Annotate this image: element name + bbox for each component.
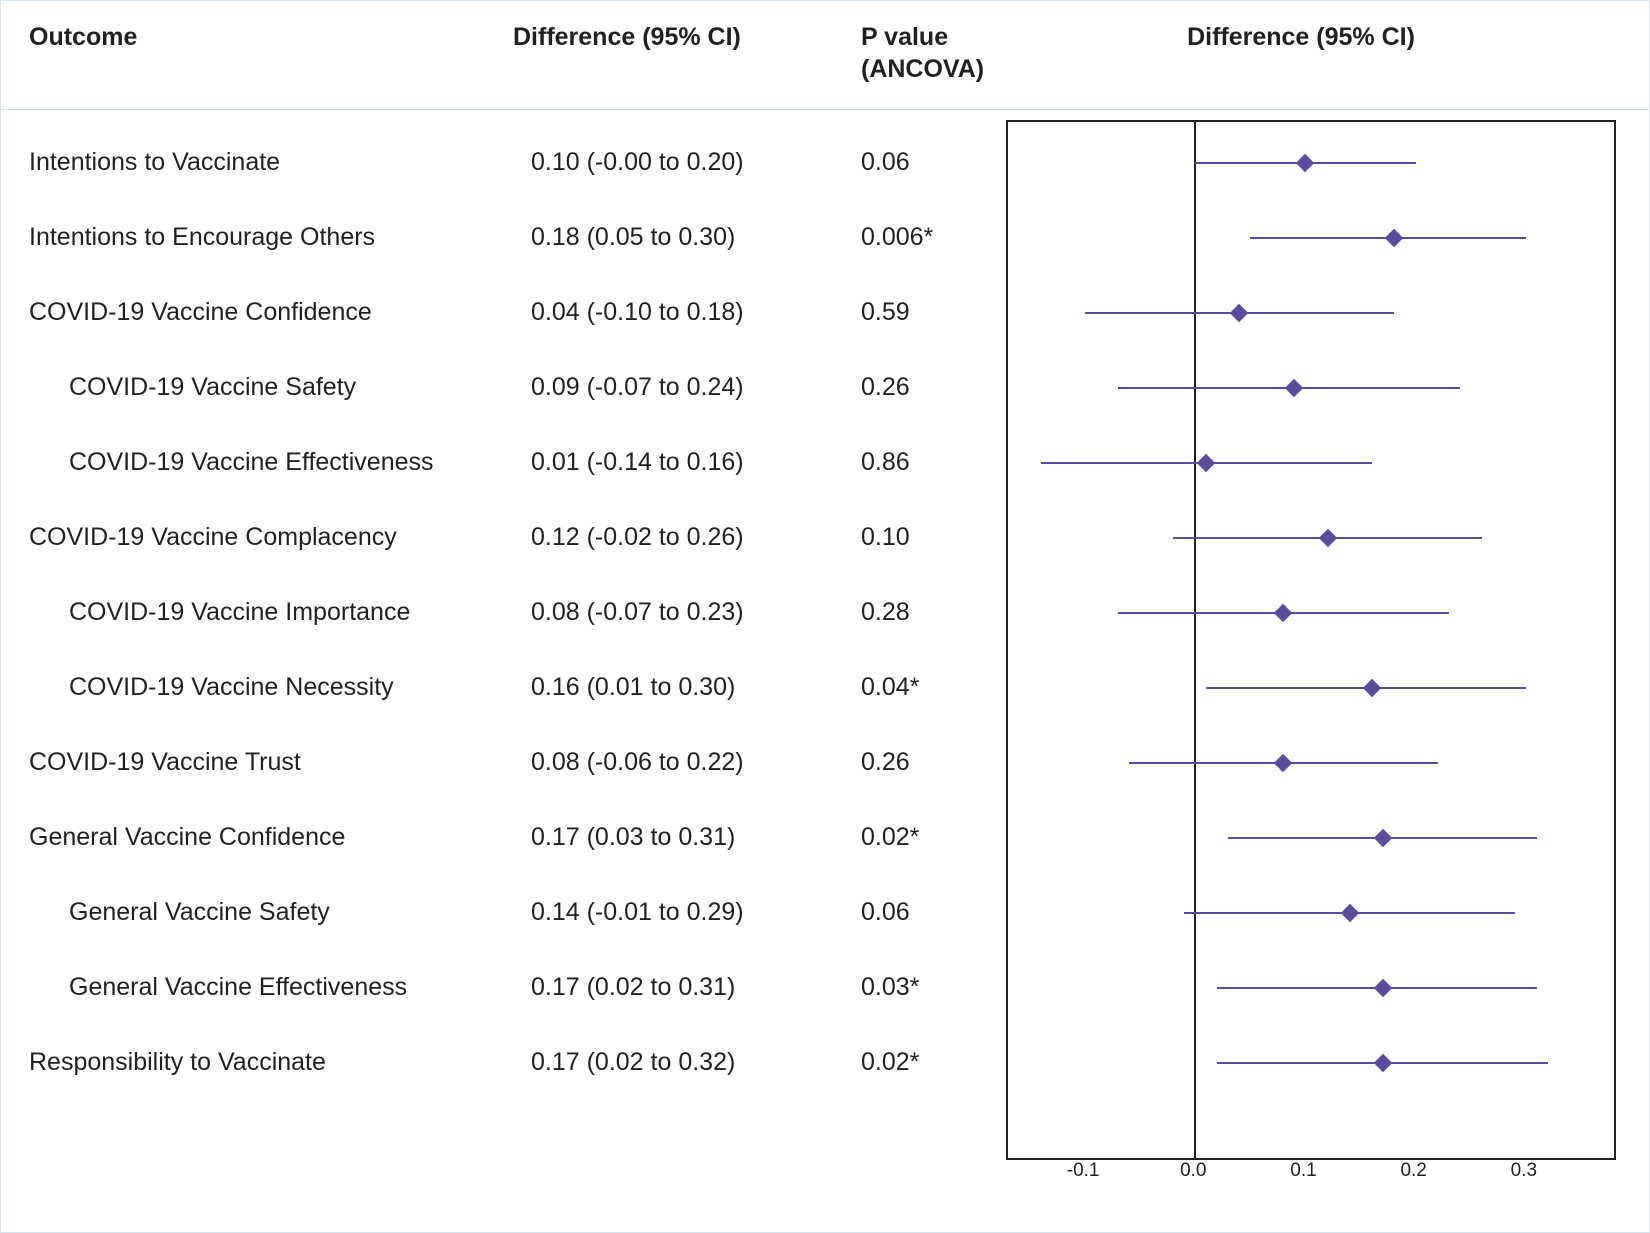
x-axis-tick-label: -0.1 xyxy=(1066,1160,1100,1181)
cell-outcome: General Vaccine Safety xyxy=(69,898,330,926)
cell-pvalue: 0.26 xyxy=(861,748,910,776)
table-header xyxy=(1,1,1649,110)
cell-outcome: Intentions to Encourage Others xyxy=(29,223,376,251)
estimate-marker xyxy=(1274,604,1292,622)
cell-difference: 0.10 (-0.00 to 0.20) xyxy=(531,148,744,176)
estimate-marker xyxy=(1373,1054,1391,1072)
cell-outcome: Responsibility to Vaccinate xyxy=(29,1048,326,1076)
cell-pvalue: 0.10 xyxy=(861,523,910,551)
cell-outcome: COVID-19 Vaccine Effectiveness xyxy=(69,448,434,476)
cell-outcome: COVID-19 Vaccine Necessity xyxy=(69,673,394,701)
cell-outcome: COVID-19 Vaccine Confidence xyxy=(29,298,372,326)
cell-pvalue: 0.02* xyxy=(861,1048,920,1076)
cell-outcome: COVID-19 Vaccine Safety xyxy=(69,373,357,401)
forest-plot-canvas xyxy=(1008,122,1614,1158)
cell-difference: 0.14 (-0.01 to 0.29) xyxy=(531,898,744,926)
estimate-marker xyxy=(1285,379,1303,397)
x-axis-tick-label: 0.1 xyxy=(1290,1160,1317,1181)
column-header-plot: Difference (95% CI) xyxy=(1187,23,1415,51)
cell-difference: 0.04 (-0.10 to 0.18) xyxy=(531,298,744,326)
cell-pvalue: 0.03* xyxy=(861,973,920,1001)
cell-difference: 0.17 (0.02 to 0.32) xyxy=(531,1048,736,1076)
cell-pvalue: 0.28 xyxy=(861,598,910,626)
cell-pvalue: 0.02* xyxy=(861,823,920,851)
estimate-marker xyxy=(1197,454,1215,472)
estimate-marker xyxy=(1318,529,1336,547)
table-body xyxy=(1,110,1649,1181)
x-axis-tick-label: 0.3 xyxy=(1510,1160,1538,1181)
estimate-marker xyxy=(1373,829,1391,847)
column-header-difference: Difference (95% CI) xyxy=(513,23,741,51)
cell-pvalue: 0.006* xyxy=(861,223,934,251)
cell-outcome: COVID-19 Vaccine Importance xyxy=(69,598,411,626)
estimate-marker xyxy=(1362,679,1380,697)
estimate-marker xyxy=(1373,979,1391,997)
cell-difference: 0.08 (-0.06 to 0.22) xyxy=(531,748,744,776)
cell-pvalue: 0.86 xyxy=(861,448,910,476)
column-header-pvalue-line1: P value xyxy=(861,23,949,51)
estimate-marker xyxy=(1274,754,1292,772)
x-axis-tick-label: 0.2 xyxy=(1400,1160,1427,1181)
estimate-marker xyxy=(1340,904,1358,922)
cell-outcome: General Vaccine Effectiveness xyxy=(69,973,408,1001)
cell-difference: 0.09 (-0.07 to 0.24) xyxy=(531,373,744,401)
column-header-pvalue xyxy=(861,21,1021,85)
cell-pvalue: 0.59 xyxy=(861,298,910,326)
cell-pvalue: 0.06 xyxy=(861,148,910,176)
column-header-outcome: Outcome xyxy=(29,23,138,51)
estimate-marker xyxy=(1384,229,1402,247)
estimate-marker xyxy=(1230,304,1248,322)
cell-difference: 0.18 (0.05 to 0.30) xyxy=(531,223,736,251)
cell-difference: 0.16 (0.01 to 0.30) xyxy=(531,673,736,701)
cell-outcome: Intentions to Vaccinate xyxy=(29,148,281,176)
cell-pvalue: 0.26 xyxy=(861,373,910,401)
cell-difference: 0.17 (0.02 to 0.31) xyxy=(531,973,736,1001)
column-header-pvalue-line2: (ANCOVA) xyxy=(861,55,985,83)
cell-outcome: COVID-19 Vaccine Complacency xyxy=(29,523,397,551)
cell-difference: 0.01 (-0.14 to 0.16) xyxy=(531,448,744,476)
cell-difference: 0.08 (-0.07 to 0.23) xyxy=(531,598,744,626)
cell-outcome: COVID-19 Vaccine Trust xyxy=(29,748,301,776)
cell-difference: 0.12 (-0.02 to 0.26) xyxy=(531,523,744,551)
x-axis-ticks xyxy=(1006,1160,1616,1196)
cell-outcome: General Vaccine Confidence xyxy=(29,823,346,851)
x-axis-tick-label: 0.0 xyxy=(1180,1160,1207,1181)
zero-reference-line xyxy=(1194,122,1196,1158)
cell-difference: 0.17 (0.03 to 0.31) xyxy=(531,823,736,851)
cell-pvalue: 0.04* xyxy=(861,673,920,701)
cell-pvalue: 0.06 xyxy=(861,898,910,926)
estimate-marker xyxy=(1296,154,1314,172)
forest-plot-panel xyxy=(1006,120,1616,1160)
